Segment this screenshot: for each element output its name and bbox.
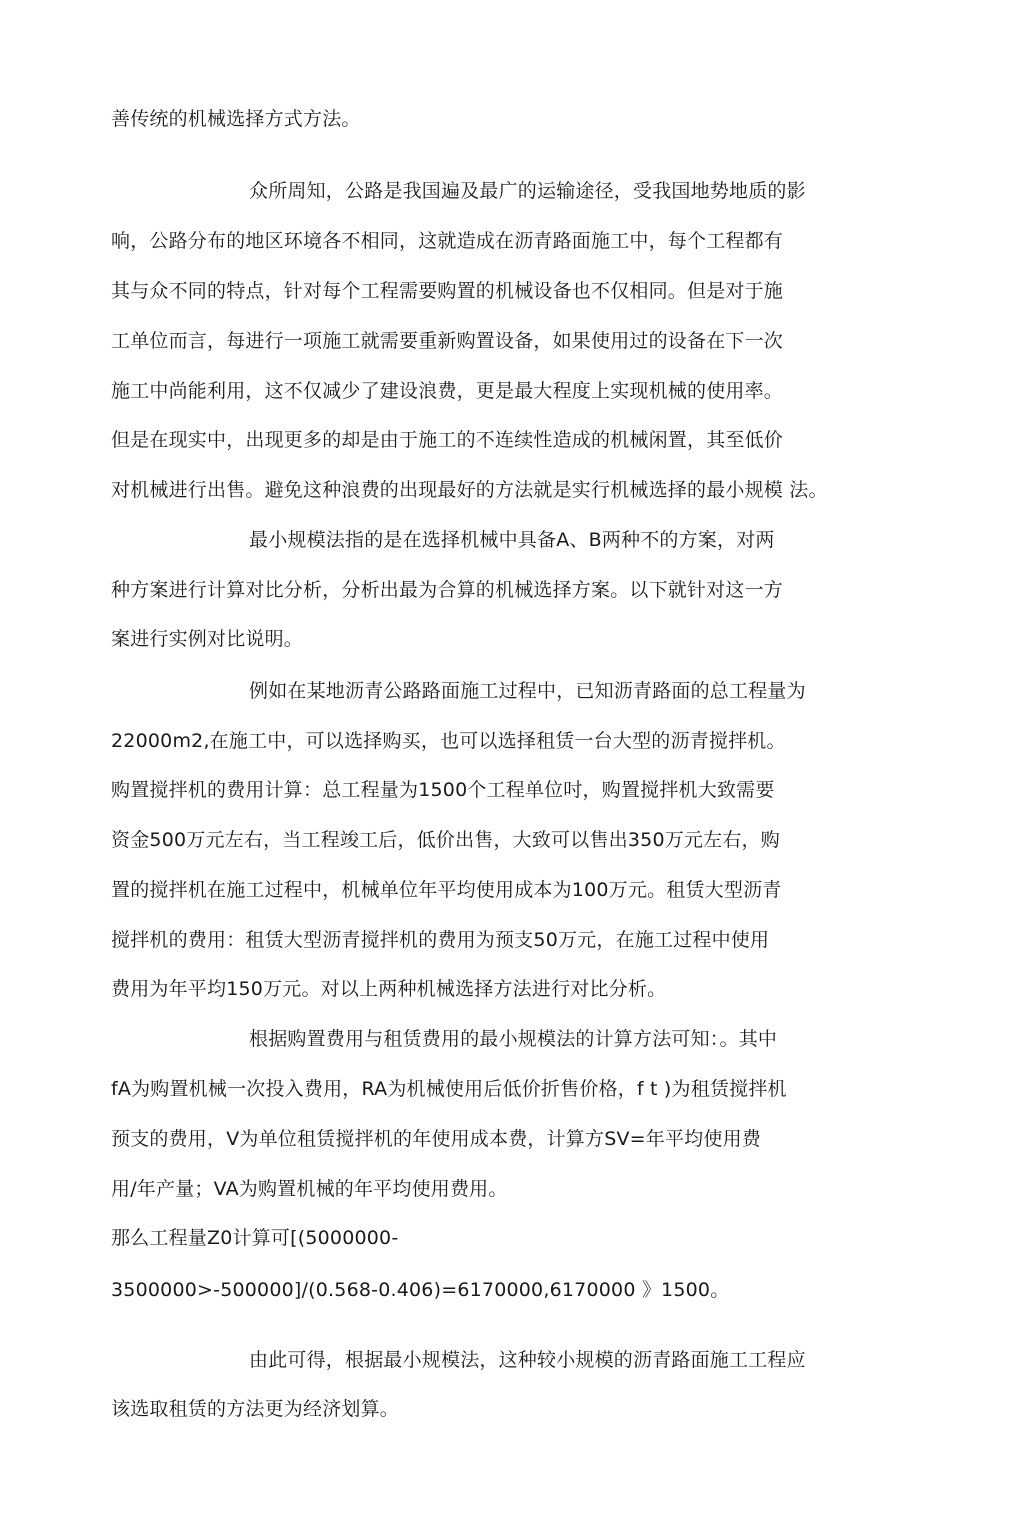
- text-line: 其与众不同的特点，针对每个工程需要购置的机械设备也不仅相同。但是对于施: [111, 280, 784, 302]
- text-line: 资金500万元左右，当工程竣工后，低价出售，大致可以售出350万元左右，购: [111, 829, 780, 851]
- text-line: 案进行实例对比说明。: [111, 628, 304, 650]
- text-line: 购置搅拌机的费用计算：总工程量为1500个工程单位吋，购置搅拌机大致需要: [111, 779, 775, 801]
- text-line: 置的搅拌机在施工过程中，机械单位年平均使用成本为100万元。租赁大型沥青: [111, 879, 782, 901]
- paragraph-first-line: 例如在某地沥青公路路面施工过程中，已知沥青路面的总工程量为: [249, 680, 806, 702]
- text-line: 善传统的机械选择方式方法。: [111, 108, 361, 130]
- paragraph-first-line: 众所周知，公路是我国遍及最广的运输途径，受我国地势地质的影: [249, 180, 806, 202]
- paragraph-first-line: 根据购置费用与租赁费用的最小规模法的计算方法可知：。其中: [249, 1028, 778, 1050]
- text-line: 用/年产量；VA为购置机械的年平均使用费用。: [111, 1178, 508, 1200]
- text-line: 22000m2,在施工中，可以选择购买，也可以选择租赁一台大型的沥青搅拌机。: [111, 730, 786, 752]
- text-line: 响，公路分布的地区环境各不相同，这就造成在沥青路面施工中，每个工程都有: [111, 230, 784, 252]
- text-line: 种方案进行计算对比分析，分析出最为合算的机械选择方案。以下就针对这一方: [111, 579, 784, 601]
- text-line: fA为购置机械一次投入费用，RA为机械使用后低价折售价格，f t )为租赁搅拌机: [111, 1078, 787, 1100]
- text-line: 但是在现实中，出现更多的却是由于施工的不连续性造成的机械闲置，其至低价: [111, 429, 784, 451]
- formula-line: 那么工程量Z0计算可[(5000000-: [111, 1227, 399, 1249]
- text-line: 工单位而言，每进行一项施工就需要重新购置设备，如果使用过的设备在下一次: [111, 330, 784, 352]
- text-line: 对机械进行出售。避免这种浪费的出现最好的方法就是实行机械选择的最小规模 法。: [111, 479, 828, 501]
- text-line: 费用为年平均150万元。对以上两种机械选择方法进行对比分析。: [111, 978, 667, 1000]
- text-line: 该选取租赁的方法更为经济划算。: [111, 1398, 400, 1420]
- formula-line: 3500000>-500000]/(0.568-0.406)=6170000,6170000 》1500。: [111, 1279, 730, 1301]
- text-line: 预支的费用，V为单位租赁搅拌机的年使用成本费，计算方SV=年平均使用费: [111, 1128, 761, 1150]
- text-line: 搅拌机的费用：租赁大型沥青搅拌机的费用为预支50万元，在施工过程中使用: [111, 929, 770, 951]
- paragraph-first-line: 由此可得，根据最小规模法，这种较小规模的沥青路面施工工程应: [249, 1349, 806, 1371]
- paragraph-first-line: 最小规模法指的是在选择机械中具备A、B两种不的方案，对两: [249, 529, 775, 551]
- text-line: 施工中尚能利用，这不仅减少了建设浪费，更是最大程度上实现机械的使用率。: [111, 380, 784, 402]
